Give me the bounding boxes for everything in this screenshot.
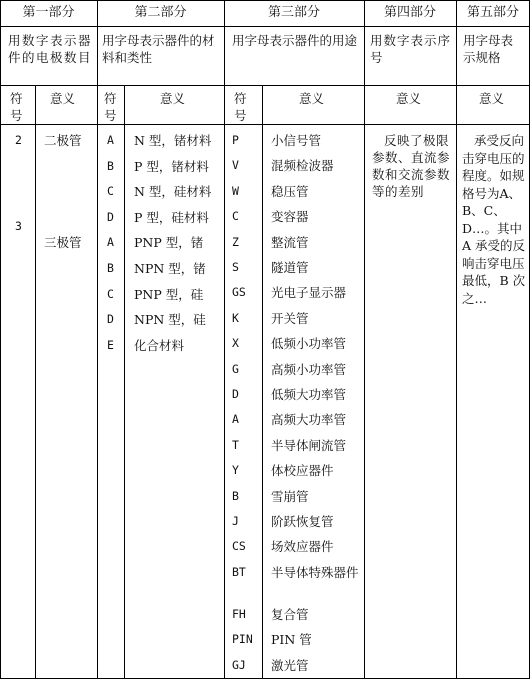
rule-part3-part4 bbox=[364, 0, 365, 679]
rule-part2-part3 bbox=[224, 0, 225, 679]
part3-meaning: 光电子显示器 bbox=[271, 285, 347, 301]
part3-symbol: Y bbox=[232, 463, 239, 478]
description-part3: 用字母表示器件的用途 bbox=[232, 33, 358, 48]
description-part5: 用字母表示规格 bbox=[463, 33, 514, 65]
header-part3: 第三部分 bbox=[267, 5, 320, 20]
part2-symbol: C bbox=[107, 184, 114, 199]
rule-part2-symbol bbox=[124, 85, 125, 679]
part3-symbol: G bbox=[232, 361, 239, 376]
subheader-part3-meaning: 意义 bbox=[299, 91, 325, 106]
part3-symbol: FH bbox=[232, 606, 246, 621]
part2-meaning: PNP 型，硅 bbox=[134, 286, 204, 302]
part3-meaning: 混频检波器 bbox=[271, 158, 334, 174]
rule-part4-part5 bbox=[456, 0, 457, 679]
part3-meaning: 复合管 bbox=[271, 606, 309, 622]
subheader-part1-meaning: 意义 bbox=[50, 91, 76, 106]
part3-symbol: BT bbox=[232, 564, 246, 579]
part3-symbol: S bbox=[232, 260, 239, 274]
subheader-part3-symbol: 符号 bbox=[234, 91, 247, 123]
subheader-part4-meaning: 意义 bbox=[396, 91, 422, 106]
part2-meaning: NPN 型，硅 bbox=[134, 312, 206, 328]
rule-part3-symbol bbox=[262, 85, 263, 679]
part3-symbol: K bbox=[232, 310, 239, 325]
rule-under-headers bbox=[0, 26, 530, 27]
part2-symbol: E bbox=[107, 337, 114, 352]
part3-meaning: 小信号管 bbox=[271, 133, 322, 148]
part3-symbol: B bbox=[232, 488, 239, 503]
description-part1: 用数字表示器件的电极数目 bbox=[8, 33, 93, 65]
header-part4: 第四部分 bbox=[383, 5, 436, 20]
part3-meaning: 半导体特殊器件 bbox=[271, 564, 359, 580]
part3-symbol: GS bbox=[232, 285, 246, 300]
part1-meaning-transistor: 三极管 bbox=[44, 235, 82, 250]
part1-symbol-2: 2 bbox=[15, 133, 22, 147]
part3-symbol: PIN bbox=[232, 632, 253, 647]
part3-symbol: CS bbox=[232, 539, 246, 554]
part2-symbol: D bbox=[107, 209, 114, 224]
part3-symbol: A bbox=[232, 412, 239, 427]
part3-meaning: 激光管 bbox=[271, 657, 309, 673]
subheader-part1-symbol: 符号 bbox=[10, 91, 23, 123]
part3-meaning: PIN 管 bbox=[271, 632, 312, 648]
part3-symbol: P bbox=[232, 133, 239, 147]
part3-meaning: 隧道管 bbox=[271, 260, 309, 275]
rule-part1-part2 bbox=[97, 0, 98, 679]
part2-symbol: A bbox=[107, 133, 114, 147]
part3-meaning: 场效应器件 bbox=[271, 539, 334, 555]
part3-symbol: X bbox=[232, 336, 239, 351]
part1-meaning-diode: 二极管 bbox=[44, 133, 82, 148]
part2-meaning: P 型，锗材料 bbox=[134, 158, 209, 174]
part3-meaning: 变容器 bbox=[271, 209, 309, 225]
part2-meaning: N 型，硅材料 bbox=[134, 184, 212, 200]
part3-meaning: 稳压管 bbox=[271, 183, 309, 199]
part3-meaning: 阶跃恢复管 bbox=[271, 514, 334, 529]
rule-under-descriptions bbox=[0, 85, 530, 86]
header-part2: 第二部分 bbox=[134, 5, 187, 20]
part2-symbol: B bbox=[107, 261, 114, 275]
part3-meaning: 半导体闸流管 bbox=[271, 437, 347, 453]
part3-symbol: J bbox=[232, 514, 239, 528]
part3-meaning: 雪崩管 bbox=[271, 488, 309, 504]
part3-symbol: W bbox=[232, 183, 239, 198]
part3-symbol: Z bbox=[232, 234, 239, 249]
rule-under-subheaders bbox=[0, 124, 530, 125]
part2-symbol: A bbox=[107, 235, 114, 250]
part1-symbol-3: 3 bbox=[15, 219, 22, 233]
part2-symbol: D bbox=[107, 312, 114, 327]
part3-symbol: V bbox=[232, 158, 239, 173]
part5-meaning: 承受反向击穿电压的程度。如规格号为A、B、C、D…。其中A 承受的反响击穿电压最低，B 次之… bbox=[462, 133, 526, 306]
part3-symbol: GJ bbox=[232, 657, 246, 672]
part4-meaning: 反映了极限参数、直流参数和交流参数等的差别 bbox=[372, 133, 451, 199]
part3-meaning: 体校应器件 bbox=[271, 463, 334, 479]
part3-meaning: 高频大功率管 bbox=[271, 412, 347, 428]
part3-meaning: 整流管 bbox=[271, 234, 309, 250]
part2-meaning: P 型，硅材料 bbox=[134, 209, 209, 225]
part3-meaning: 低频大功率管 bbox=[271, 387, 347, 402]
description-part2: 用字母表示器件的材料和类性 bbox=[102, 33, 215, 65]
part2-symbol: B bbox=[107, 158, 114, 173]
part2-meaning: 化合材料 bbox=[134, 337, 185, 353]
part2-meaning: PNP 型，锗 bbox=[134, 235, 204, 251]
part3-symbol: T bbox=[232, 437, 239, 452]
part3-symbol: C bbox=[232, 209, 239, 224]
part3-meaning: 开关管 bbox=[271, 310, 309, 326]
part2-symbol: C bbox=[107, 286, 114, 301]
part2-meaning: N 型，锗材料 bbox=[134, 133, 212, 148]
part3-meaning: 高频小功率管 bbox=[271, 361, 347, 377]
header-part5: 第五部分 bbox=[466, 5, 519, 20]
rule-part1-symbol bbox=[35, 85, 36, 679]
header-part1: 第一部分 bbox=[22, 5, 75, 20]
description-part4: 用数字表示序号 bbox=[370, 33, 452, 65]
subheader-part5-meaning: 意义 bbox=[479, 91, 505, 106]
part2-meaning: NPN 型，锗 bbox=[134, 261, 206, 276]
part3-meaning: 低频小功率管 bbox=[271, 336, 347, 352]
part3-symbol: D bbox=[232, 387, 239, 401]
subheader-part2-symbol: 符号 bbox=[104, 91, 117, 123]
subheader-part2-meaning: 意义 bbox=[160, 91, 186, 106]
